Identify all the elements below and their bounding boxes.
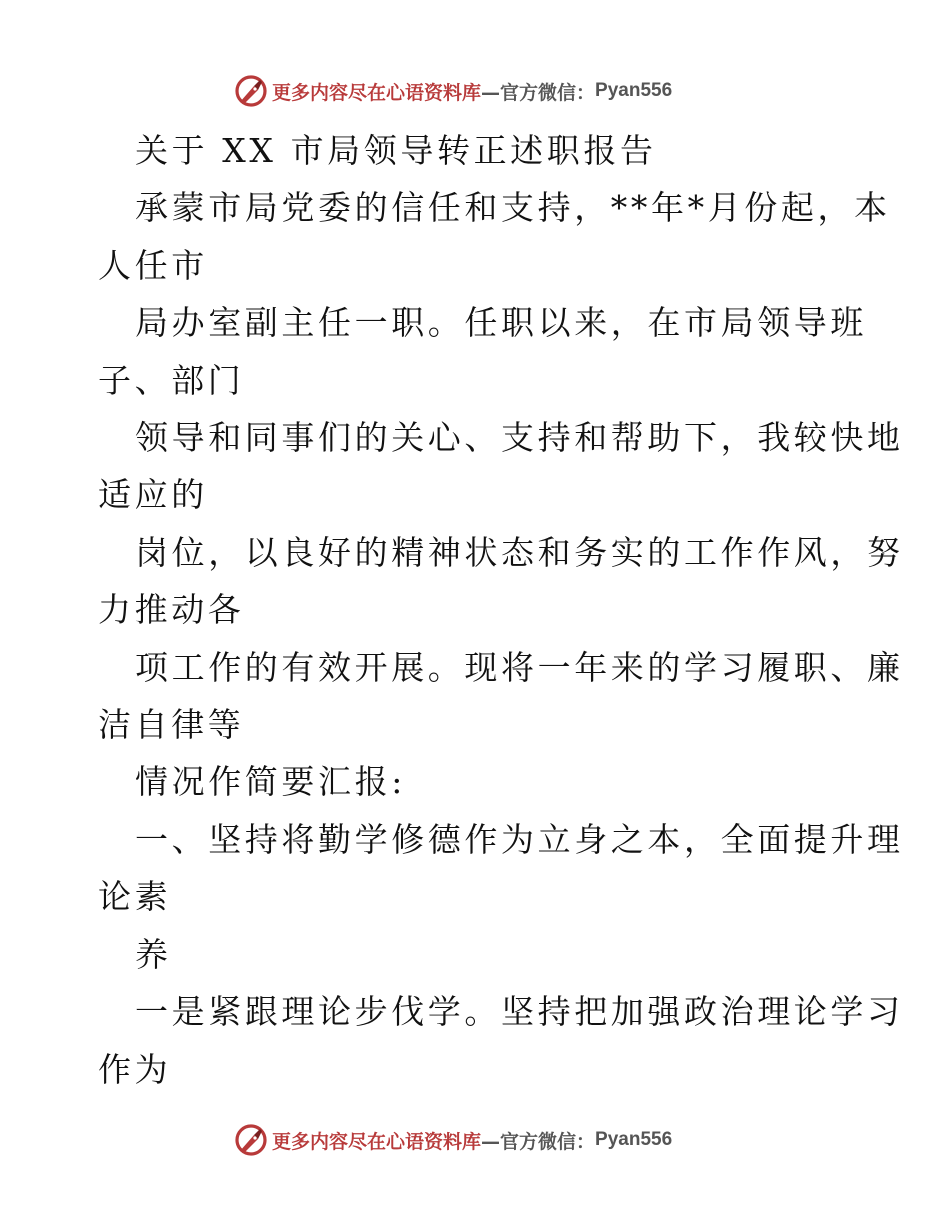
text-line: 养: [135, 934, 172, 974]
text-line: 论素: [98, 877, 172, 917]
watermark-wechat-id: Pyan556: [595, 1129, 673, 1150]
watermark-brand: 更多内容尽在心语资料库: [272, 81, 482, 104]
text-line: 子、部门: [98, 360, 245, 400]
text-line: 项工作的有效开展。现将一年来的学习履职、廉: [135, 647, 904, 687]
watermark-label: —官方微信：: [481, 81, 596, 104]
text-line: 作为: [98, 1049, 172, 1089]
header-watermark: [234, 73, 672, 109]
text-line: 局办室副主任一职。任职以来，在市局领导班: [135, 303, 867, 343]
text-line: 承蒙市局党委的信任和支持，**年*月份起，本: [135, 188, 891, 228]
watermark-label: —官方微信：: [481, 1130, 596, 1153]
footer-watermark: [234, 1122, 672, 1158]
text-line: 情况作简要汇报:: [135, 762, 406, 802]
text-line: 洁自律等: [98, 705, 245, 745]
pen-logo-icon: [234, 74, 268, 108]
text-line: 一是紧跟理论步伐学。坚持把加强政治理论学习: [135, 992, 904, 1032]
watermark-wechat-id: Pyan556: [595, 80, 673, 101]
document-body: [98, 122, 904, 1098]
watermark-brand: 更多内容尽在心语资料库: [272, 1130, 482, 1153]
text-line: 领导和同事们的关心、支持和帮助下，我较快地: [135, 418, 904, 458]
text-line: 力推动各: [98, 590, 245, 630]
text-line: 岗位，以良好的精神状态和务实的工作作风，努: [135, 532, 904, 572]
pen-logo-icon: [234, 1123, 268, 1157]
text-line: 人任市: [98, 245, 208, 285]
text-line: 适应的: [98, 475, 208, 515]
section-heading: 一、坚持将勤学修德作为立身之本，全面提升理: [135, 819, 904, 859]
document-title: 关于 XX 市局领导转正述职报告: [135, 131, 657, 170]
